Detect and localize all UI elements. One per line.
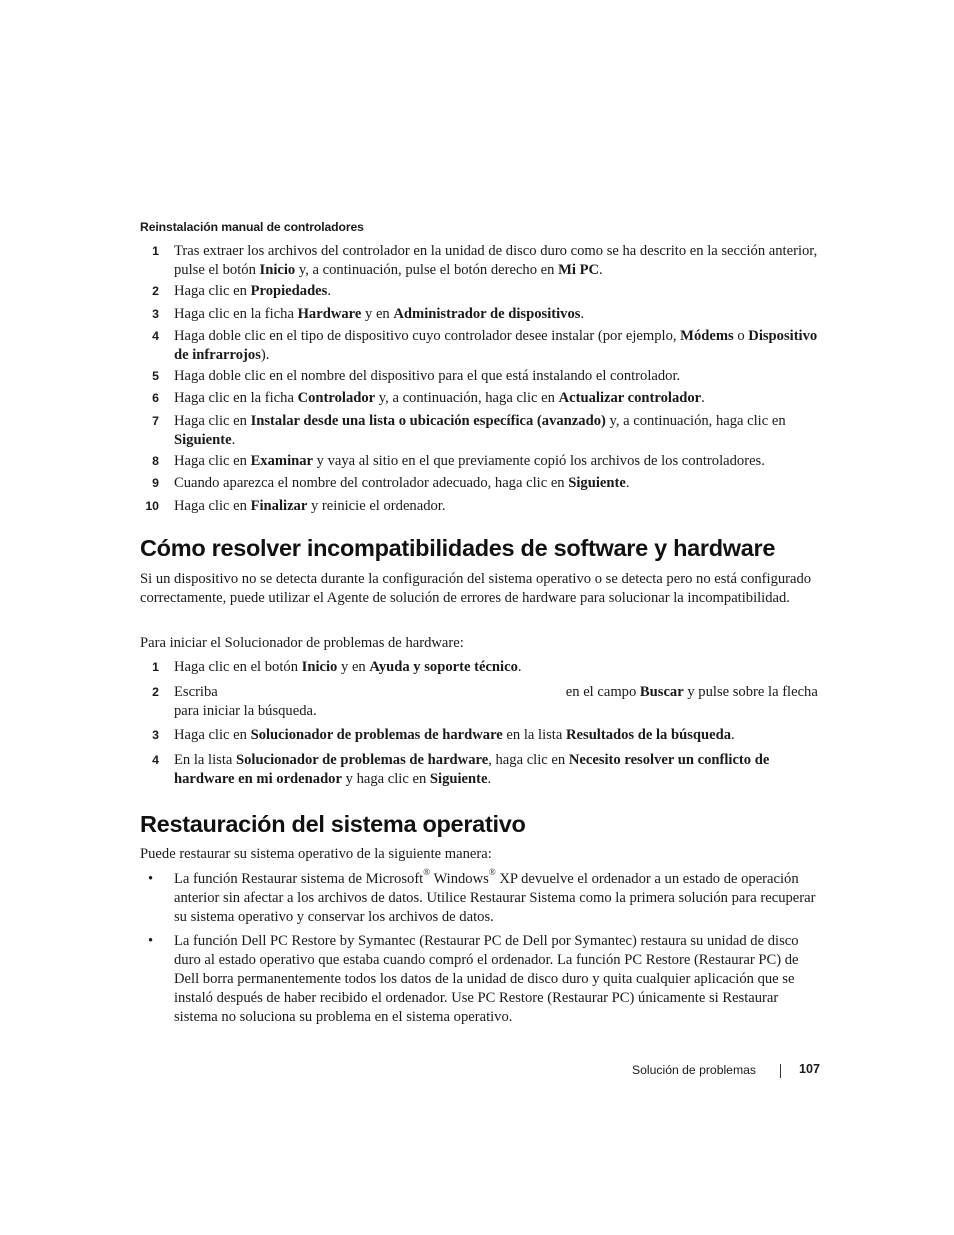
- text-run: y reinicie el ordenador.: [307, 498, 446, 514]
- step-number: 3: [152, 307, 159, 321]
- ui-term: Dispositivo de infrarrojos: [174, 328, 818, 363]
- step-number: 4: [152, 329, 159, 343]
- footer-section-label: Solución de problemas: [632, 1063, 756, 1077]
- step-number: 9: [152, 476, 159, 490]
- text-run: Haga clic en la ficha: [174, 390, 298, 406]
- text-run: XP devuelve el ordenador a un estado de operación anterior sin afectar a los archivos de datos. Utilice Restaurar Sistema como la primera solución para recuperar su sistema operativo y conservar los archivos de datos.: [174, 871, 816, 925]
- ui-term: Ayuda y soporte técnico: [369, 659, 518, 675]
- step-text: [174, 367, 820, 386]
- text-run: Windows: [430, 871, 489, 887]
- text-run: y pulse sobre la flecha para iniciar la búsqueda.: [174, 684, 818, 719]
- text-run: y, a continuación, pulse el botón derecho en: [295, 262, 559, 278]
- bullet-text: [174, 932, 820, 1027]
- text-run: Haga clic en: [174, 453, 251, 469]
- text-run: y vaya al sitio en el que previamente copió los archivos de los controladores.: [313, 453, 765, 469]
- footer-divider: [780, 1064, 781, 1078]
- text-run: ).: [260, 347, 270, 363]
- text-run: y en: [337, 659, 370, 675]
- ui-term: Actualizar controlador: [558, 390, 702, 406]
- step-text: [174, 327, 820, 365]
- step-number: 8: [152, 454, 159, 468]
- step-text: [174, 726, 820, 745]
- text-run: y, a continuación, haga clic en: [375, 390, 559, 406]
- step-number: 2: [152, 284, 159, 298]
- step-number: 4: [152, 753, 159, 767]
- step-number: 3: [152, 728, 159, 742]
- text-run: Haga doble clic en el tipo de dispositivo cuyo controlador desee instalar (por ejemplo,: [174, 328, 681, 344]
- footer-page-number: 107: [799, 1062, 821, 1076]
- text-run: .: [731, 727, 735, 743]
- bullet-text: [174, 867, 820, 927]
- heading-restore-os: Restauración del sistema operativo: [140, 811, 526, 837]
- heading-incompatibilities: Cómo resolver incompatibilidades de software y hardware: [140, 535, 776, 561]
- text-run: .: [625, 475, 630, 491]
- text-run: Haga clic en la ficha: [174, 306, 298, 322]
- step-text: [174, 658, 820, 677]
- text-run: En la lista: [174, 752, 237, 768]
- text-run: y, a continuación, haga clic en: [605, 413, 786, 429]
- text-run: Haga clic en el botón: [174, 659, 302, 675]
- text-run: .: [487, 771, 492, 787]
- ui-term: Resultados de la búsqueda: [566, 727, 732, 743]
- step-text: [174, 751, 820, 789]
- step-number: 5: [152, 369, 159, 383]
- step-number: 10: [145, 499, 159, 513]
- text-run: Escriba: [174, 684, 218, 700]
- paragraph-lead: Para iniciar el Solucionador de problemas de hardware:: [140, 635, 464, 651]
- step-text: [174, 452, 820, 471]
- ui-term: Solucionador de problemas de hardware: [236, 752, 489, 768]
- step-number: 1: [152, 244, 159, 258]
- text-run: o: [733, 328, 749, 344]
- ui-term: Siguiente: [429, 771, 488, 787]
- text-run: Haga clic en: [174, 283, 251, 299]
- text-run: .: [231, 432, 236, 448]
- step-text: [174, 282, 820, 301]
- ui-term: Solucionador de problemas de hardware: [250, 727, 503, 743]
- step-text: [174, 242, 820, 280]
- text-run: en el campo: [565, 684, 640, 700]
- ui-term: Inicio: [259, 262, 296, 278]
- text-run: Haga clic en: [174, 727, 251, 743]
- registered-mark: ®: [488, 867, 496, 878]
- subheading-reinstall-drivers: Reinstalación manual de controladores: [140, 220, 364, 234]
- ui-term: Inicio: [301, 659, 338, 675]
- bullet-symbol: •: [148, 933, 154, 949]
- step-number: 7: [152, 414, 159, 428]
- ui-term: Examinar: [250, 453, 314, 469]
- step-number: 6: [152, 391, 159, 405]
- text-run: .: [517, 659, 522, 675]
- text-run: .: [580, 306, 585, 322]
- text-run: y haga clic en: [341, 771, 430, 787]
- text-run: Haga clic en: [174, 413, 251, 429]
- step-number: 1: [152, 660, 159, 674]
- paragraph-restore-lead: Puede restaurar su sistema operativo de la siguiente manera:: [140, 846, 492, 862]
- text-run: .: [327, 283, 331, 299]
- text-run: Haga doble clic en el nombre del dispositivo para el que está instalando el controlador.: [174, 368, 681, 384]
- ui-term: Controlador: [297, 390, 376, 406]
- ui-term: Administrador de dispositivos: [393, 306, 581, 322]
- text-run: en la lista: [502, 727, 566, 743]
- text-run: .: [701, 390, 705, 406]
- text-run: Cuando aparezca el nombre del controlador adecuado, haga clic en: [174, 475, 569, 491]
- text-run: Haga clic en: [174, 498, 251, 514]
- text-run: .: [599, 262, 603, 278]
- text-run: La función Dell PC Restore by Symantec (Restaurar PC de Dell por Symantec) restaura su unidad de disco duro al estado operativo que estaba cuando compró el ordenador. La función PC Restore (Restaurar PC) de Dell borra permanentemente todos los datos de la unidad de disco duro y quita cualquier aplicación que se instaló después de haber recibido el ordenador. Use PC Restore (Restaurar PC) únicamente si Restaurar sistema no soluciona su problema en el sistema operativo.: [174, 933, 799, 1025]
- text-run: Tras extraer los archivos del controlador en la unidad de disco duro como se ha descrito en la sección anterior, pulse el botón: [174, 243, 818, 278]
- paragraph-intro: Si un dispositivo no se detecta durante la configuración del sistema operativo o se detecta pero no está configurado correctamente, puede utilizar el Agente de solución de errores de hardware para solucionar la incompatibilidad.: [140, 571, 812, 606]
- ui-term: Finalizar: [250, 498, 308, 514]
- step-text: [174, 412, 820, 450]
- ui-term: Siguiente: [568, 475, 626, 491]
- ui-term: Siguiente: [174, 432, 232, 448]
- ui-term: Módems: [680, 328, 734, 344]
- ui-term: Propiedades: [250, 283, 328, 299]
- text-run: La función Restaurar sistema de Microsoft: [174, 871, 424, 887]
- ui-term: Mi PC: [558, 262, 600, 278]
- ui-term: Necesito resolver un conflicto de hardware en mi ordenador: [174, 752, 770, 787]
- ui-term: Buscar: [639, 684, 684, 700]
- ui-term: Instalar desde una lista o ubicación específica (avanzado): [250, 413, 606, 429]
- text-run: y en: [361, 306, 394, 322]
- step-text: [174, 389, 820, 408]
- registered-mark: ®: [423, 867, 431, 878]
- ui-term: Hardware: [297, 306, 362, 322]
- step-text: [174, 474, 820, 493]
- step-text: [174, 683, 820, 721]
- step-text: [174, 497, 820, 516]
- bullet-symbol: •: [148, 871, 154, 887]
- step-number: 2: [152, 685, 159, 699]
- step-text: [174, 305, 820, 324]
- text-run: , haga clic en: [488, 752, 569, 768]
